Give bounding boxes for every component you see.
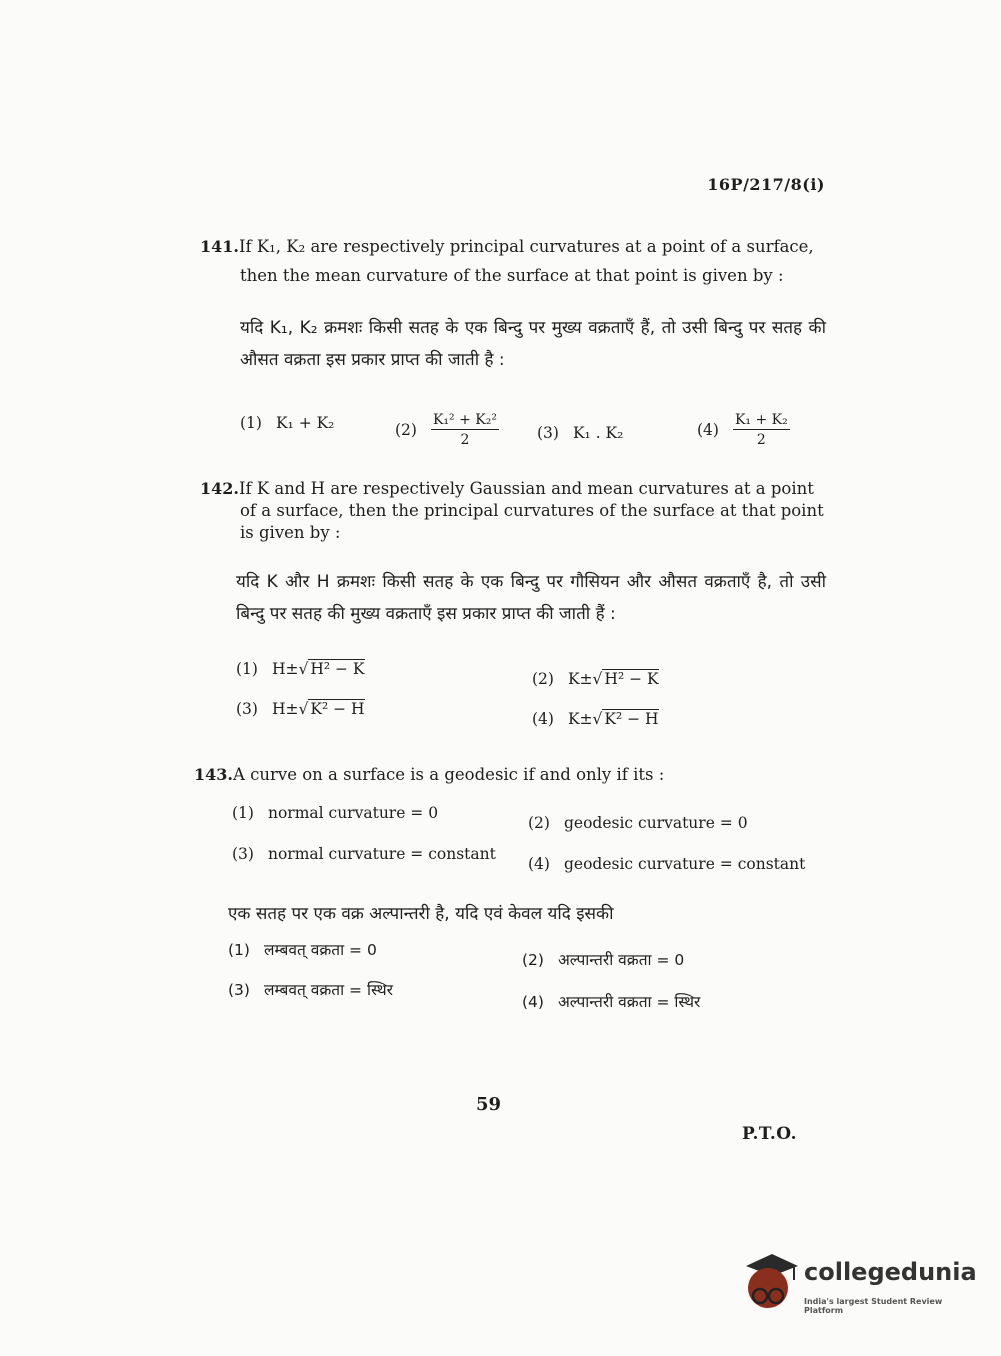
option-text: अल्पान्तरी वक्रता = 0	[557, 951, 685, 969]
option-label: (3)	[537, 424, 559, 442]
option-label: (4)	[697, 421, 719, 439]
q143-option-4-en	[528, 855, 805, 873]
option-label: (1)	[236, 660, 258, 678]
numerator: K₁ + K₂	[734, 412, 788, 428]
question-143	[194, 760, 820, 789]
q143-option-3-en	[232, 845, 496, 863]
radicand: K² − H	[310, 700, 365, 718]
option-label: (4)	[528, 855, 550, 873]
option-text: K₁ . K₂	[572, 424, 624, 442]
q142-option-2	[532, 670, 659, 688]
pto-label: P.T.O.	[742, 1124, 797, 1144]
radical-prefix: K±√	[567, 670, 603, 688]
option-text: अल्पान्तरी वक्रता = स्थिर	[557, 993, 701, 1011]
option-label: (3)	[232, 845, 254, 863]
option-label: (2)	[528, 814, 550, 832]
fraction	[431, 412, 499, 448]
option-label: (4)	[522, 993, 544, 1011]
option-label: (1)	[240, 414, 262, 432]
question-number: 143.	[194, 765, 233, 784]
q141-option-2	[395, 412, 499, 448]
option-text: normal curvature = constant	[267, 845, 496, 863]
radical-expression	[272, 660, 365, 678]
option-label: (2)	[522, 951, 544, 969]
question-142-hindi: यदि K और H क्रमशः किसी सतह के एक बिन्दु पर गौसियन और औसत वक्रताएँ है, तो उसी बिन्दु पर सतह की मुख्य वक्रताएँ इस प्रकार प्राप्त की जाती हैं :	[236, 572, 826, 624]
option-text: geodesic curvature = 0	[563, 814, 748, 832]
logo-wordmark: collegedunia	[804, 1258, 977, 1286]
option-label: (1)	[232, 804, 254, 822]
radicand: K² − H	[604, 710, 659, 728]
q143-option-1-hi	[228, 934, 377, 966]
q141-option-4	[697, 412, 790, 448]
q141-option-1	[240, 414, 334, 432]
question-text: If K and H are respectively Gaussian and mean curvatures at a point of a surface, then the principal curvatures of the surface at that point is given by :	[238, 479, 824, 542]
q143-option-2-hi	[522, 944, 684, 976]
radical-prefix: H±√	[271, 660, 309, 678]
page-number: 59	[476, 1094, 502, 1115]
option-label: (2)	[395, 421, 417, 439]
radical-expression	[272, 700, 365, 718]
question-143-english	[194, 760, 820, 789]
question-text: If K₁, K₂ are respectively principal curvatures at a point of a surface, then the mean curvature of the surface at that point is given by :	[238, 237, 814, 285]
denominator: 2	[756, 432, 766, 448]
question-number: 141.	[200, 237, 239, 256]
q143-option-4-hi	[522, 986, 700, 1018]
q142-option-4	[532, 710, 659, 728]
option-label: (1)	[228, 941, 250, 959]
option-label: (3)	[228, 981, 250, 999]
radical-prefix: K±√	[567, 710, 603, 728]
option-text: geodesic curvature = constant	[563, 855, 806, 873]
question-142	[200, 478, 826, 630]
option-label: (2)	[532, 670, 554, 688]
option-text: K₁ + K₂	[275, 414, 335, 432]
option-label: (4)	[532, 710, 554, 728]
question-text: A curve on a surface is a geodesic if and only if its :	[232, 765, 665, 784]
q143-option-2-en	[528, 814, 748, 832]
question-141-hindi: यदि K₁, K₂ क्रमशः किसी सतह के एक बिन्दु पर मुख्य वक्रताएँ हैं, तो उसी बिन्दु पर सतह की औसत वक्रता इस प्रकार प्राप्त की जाती है :	[240, 318, 826, 370]
logo-tagline: India's largest Student Review Platform	[804, 1297, 943, 1315]
fraction	[733, 412, 790, 448]
option-text: लम्बवत् वक्रता = 0	[263, 941, 377, 959]
option-text: normal curvature = 0	[267, 804, 439, 822]
q143-option-3-hi	[228, 974, 393, 1006]
question-141-english	[200, 232, 826, 290]
question-143-hindi: एक सतह पर एक वक्र अल्पान्तरी है, यदि एवं केवल यदि इसकी	[228, 904, 614, 924]
radicand: H² − K	[604, 670, 659, 688]
option-label: (3)	[236, 700, 258, 718]
numerator: K₁² + K₂²	[432, 412, 497, 428]
q141-option-3	[537, 424, 623, 442]
q142-option-1	[236, 660, 365, 678]
radical-prefix: H±√	[271, 700, 309, 718]
question-141	[200, 232, 826, 376]
denominator: 2	[460, 432, 470, 448]
radicand: H² − K	[310, 660, 365, 678]
radical-expression	[568, 670, 659, 688]
q142-option-3	[236, 700, 365, 718]
option-text: लम्बवत् वक्रता = स्थिर	[263, 981, 393, 999]
radical-expression	[568, 710, 659, 728]
question-number: 142.	[200, 479, 239, 498]
question-142-english	[200, 478, 826, 544]
q143-option-1-en	[232, 804, 438, 822]
collegedunia-logo	[742, 1252, 977, 1322]
paper-code: 16P/217/8(i)	[707, 175, 825, 194]
mascot-icon	[742, 1252, 800, 1314]
